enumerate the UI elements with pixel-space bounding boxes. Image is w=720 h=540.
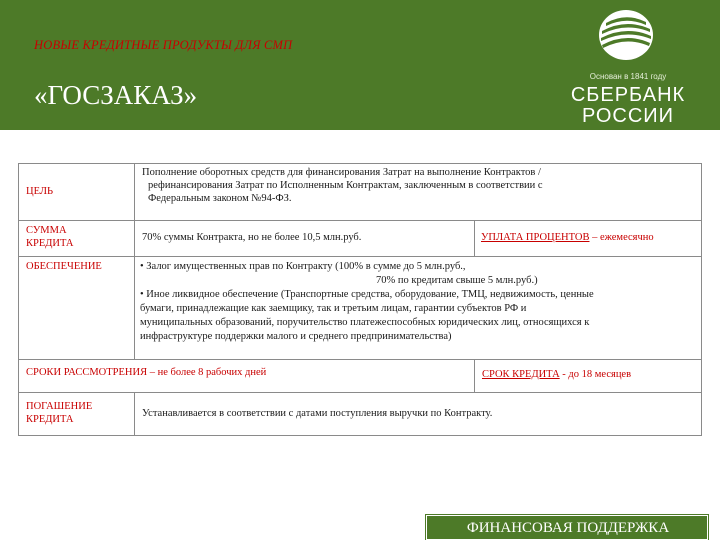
goal-text-line: Пополнение оборотных средств для финансирования Затрат на выполнение Контрактов / [142,167,541,178]
repayment-label-line: КРЕДИТА [26,414,74,425]
review-label: СРОКИ РАССМОТРЕНИЯ [26,367,148,378]
column-divider [134,392,135,435]
row-label-goal: ЦЕЛЬ [26,186,54,197]
row-amount-text: 70% суммы Контракта, но не более 10,5 млн.руб. [142,232,362,243]
brand-block [548,8,708,127]
table-rule [18,256,702,257]
row-label-amount [26,224,73,250]
collateral-line: бумаги, принадлежащие как заемщику, так и третьим лицам, гарантии субъектов РФ и [140,303,527,314]
table-border [701,163,702,435]
footer-label: ФИНАНСОВАЯ ПОДДЕРЖКА [466,520,670,536]
brand-name-line1: СБЕРБАНК [570,84,686,106]
collateral-line: • Иное ликвидное обеспечение (Транспортные средства, оборудование, ТМЦ, недвижимость, ценные [140,289,594,300]
loan-term [482,368,702,381]
term-label: СРОК КРЕДИТА [482,369,560,380]
row-label-collateral: ОБЕСПЕЧЕНИЕ [26,261,102,272]
interest-value: – ежемесячно [589,232,654,243]
page-title: «ГОСЗАКАЗ» [34,80,198,110]
row-label-repayment [26,400,92,426]
goal-text-line: рефинансирования Затрат по Исполненным Контрактам, заключенным в соответствии с [148,180,543,191]
footer-badge [426,515,708,540]
table-rule [18,220,702,221]
table-rule [18,163,702,164]
subtitle: НОВЫЕ КРЕДИТНЫЕ ПРОДУКТЫ ДЛЯ СМП [34,38,293,52]
header-banner [0,0,720,130]
collateral-line: 70% по кредитам свыше 5 млн.руб.) [376,275,538,286]
collateral-line: муниципальных образований, поручительство платежеспособных юридических лиц, относящихся к [140,317,590,328]
table-rule [18,435,702,436]
table-rule [18,359,702,360]
column-divider [474,359,475,392]
row-repayment-text: Устанавливается в соответствии с датами поступления выручки по Контракту. [142,408,493,419]
brand-since: Основан в 1841 году [589,72,667,81]
review-value: – не более 8 рабочих дней [147,367,267,378]
amount-label-line: СУММА [26,225,67,236]
goal-text-line: Федеральным законом №94-ФЗ. [148,193,292,204]
sberbank-logo-icon [596,8,656,62]
column-divider [474,220,475,256]
collateral-line: • Залог имущественных прав по Контракту (100% в сумме до 5 млн.руб., [140,261,466,272]
column-divider [134,163,135,359]
interest-payment [481,231,701,244]
table-rule [18,392,702,393]
row-collateral-text [140,260,700,344]
interest-label: УПЛАТА ПРОЦЕНТОВ [481,232,590,243]
amount-label-line: КРЕДИТА [26,238,74,249]
collateral-line: инфраструктуре поддержки малого и среднего предпринимательства) [140,331,452,342]
table-border [18,163,19,435]
brand-name-line2: РОССИИ [581,105,675,127]
repayment-label-line: ПОГАШЕНИЕ [26,401,93,412]
review-period [26,366,466,379]
row-goal-text [142,166,698,205]
term-value: - до 18 месяцев [559,369,632,380]
